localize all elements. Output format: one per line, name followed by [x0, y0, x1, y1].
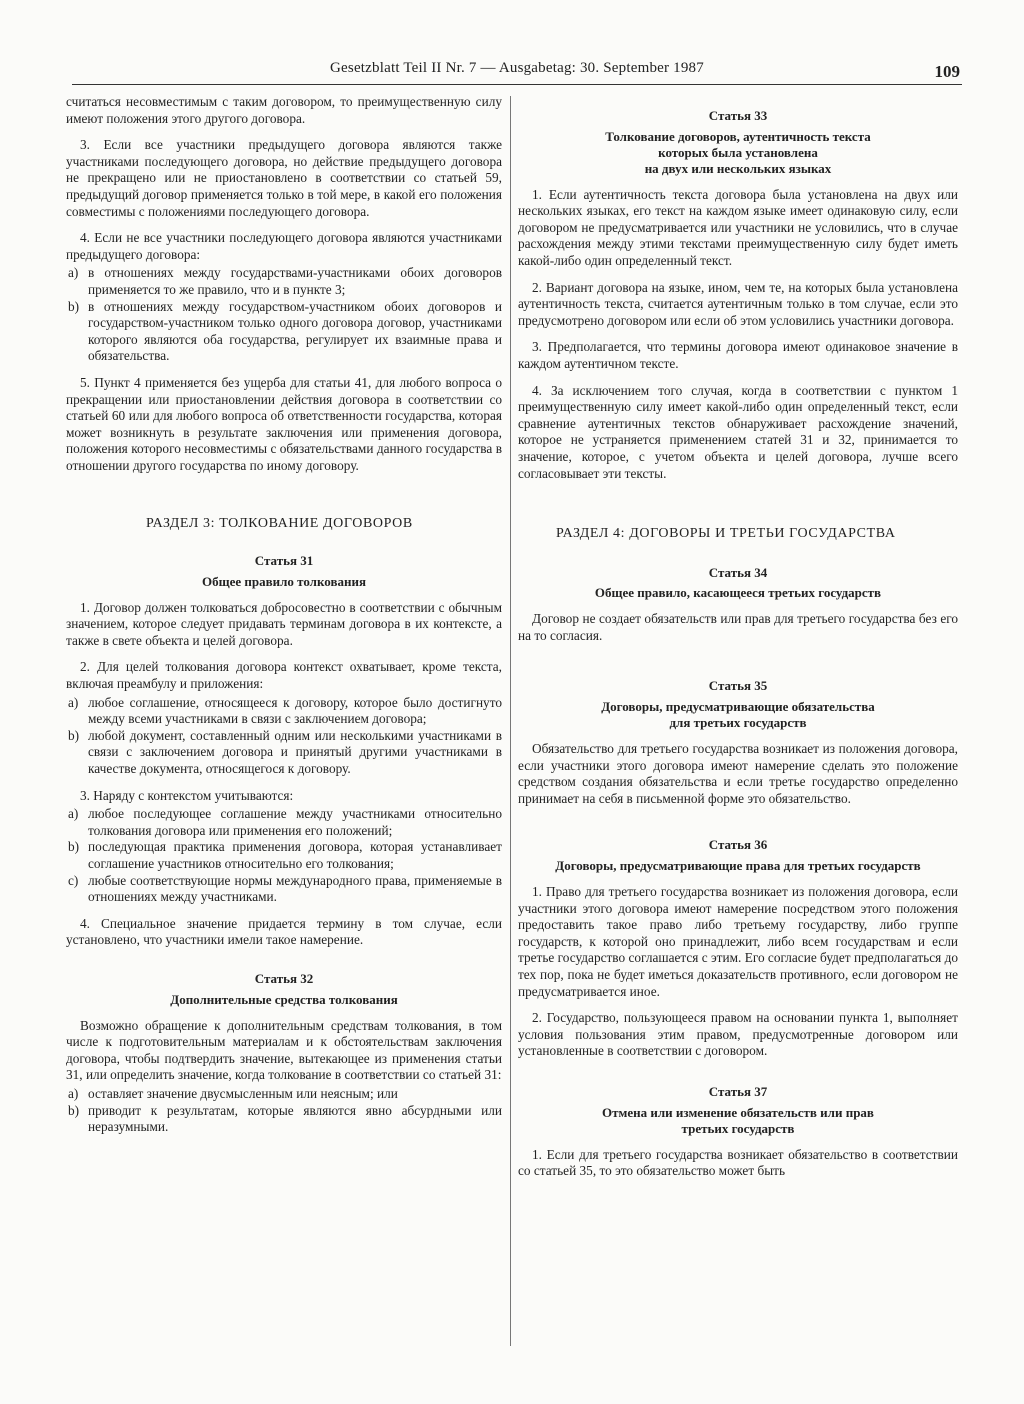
- list-item: [66, 806, 502, 839]
- list-text: оставляет значение двусмысленным или неясным; или: [88, 1085, 398, 1101]
- list-marker: b): [68, 839, 80, 855]
- list-item: [66, 873, 502, 906]
- section-heading: РАЗДЕЛ 3: ТОЛКОВАНИЕ ДОГОВОРОВ: [146, 516, 413, 532]
- list-item: [66, 839, 502, 872]
- list-marker: c): [68, 872, 79, 888]
- list-marker: a): [68, 265, 79, 281]
- paragraph: 2. Для целей толкования договора контекст охватывает, кроме текста, включая преамбулу и приложения:: [66, 659, 502, 692]
- article-number: Статья 35: [708, 678, 768, 694]
- article-title: Дополнительные средства толкования: [170, 991, 398, 1007]
- paragraph: 2. Государство, пользующееся правом на основании пункта 1, выполняет условия пользования этим правом, предусмотренные договором или установленные в соответствии с договором.: [518, 1010, 958, 1059]
- column-divider: [510, 96, 511, 1346]
- paragraph: 1. Договор должен толковаться добросовестно в соответствии с обычным значением, которое следует придавать терминам договора в их контексте, а также в свете объекта и целей договора.: [66, 599, 502, 648]
- paragraph: считаться несовместимым с таким договором, то преимущественную силу имеют положения этого другого договора.: [66, 94, 502, 126]
- paragraph: 1. Если для третьего государства возникает обязательство в соответствии со статьей 35, то это обязательство может быть: [518, 1146, 958, 1179]
- article-number: Статья 31: [254, 553, 314, 569]
- article-title-line: третьих государств: [681, 1120, 795, 1136]
- left-column: [66, 94, 502, 1136]
- list-marker: b): [68, 298, 80, 314]
- list-text: любой документ, составленный одним или несколькими участниками в связи с заключением договора и принятый другими участниками в качестве документа, относящегося к договору.: [88, 727, 502, 776]
- page-number: 109: [934, 62, 960, 81]
- article-title: Общее правило, касающееся третьих государств: [594, 585, 882, 601]
- article-number: Статья 32: [254, 970, 314, 986]
- right-column: [518, 94, 958, 1190]
- paragraph: 4. Если не все участники последующего договора являются участниками предыдущего договора:: [66, 230, 502, 262]
- gazette-title: Gesetzblatt Teil II Nr. 7 — Ausgabetag: 30. September 1987: [330, 60, 704, 76]
- article-title: [518, 129, 958, 177]
- list-marker: a): [68, 1085, 79, 1101]
- article-title-line: для третьих государств: [669, 715, 807, 731]
- article-number: Статья 36: [708, 837, 768, 853]
- article-title: [518, 1105, 958, 1137]
- paragraph: 3. Если все участники предыдущего договора являются также участниками последующего договора, но действие предыдущего договора не прекращено или не приостановлено в соответствии со статьей 59, предыдущий договор применяется только в той мере, в какой его положения совместимы с положениями последующего договора.: [66, 137, 502, 219]
- list-item: [66, 299, 502, 365]
- paragraph: 5. Пункт 4 применяется без ущерба для статьи 41, для любого вопроса о прекращении или приостановлении действия договора в соответствии со статьей 60 или для любого вопроса об ответственности государства, которая может возникнуть в результате заключения или применения договора, положения которого несовместимы с обязательствами данного государства в отношении другого государства по иному договору.: [66, 374, 502, 473]
- paragraph: 2. Вариант договора на языке, ином, чем те, на которых была установлена аутентичность текста, считается аутентичным только в том случае, если это предусмотрено договором или если об этом условились участники договора.: [518, 279, 958, 328]
- article-title: [518, 699, 958, 731]
- list-text: любые соответствующие нормы международного права, применяемые в отношениях между участниками.: [88, 872, 502, 905]
- list-marker: a): [68, 806, 79, 822]
- paragraph: 4. Специальное значение придается термину в том случае, если установлено, что участники имели такое намерение.: [66, 915, 502, 948]
- article-title: Договоры, предусматривающие права для третьих государств: [555, 858, 921, 874]
- list-text: в отношениях между государством-участником обоих договоров и государством-участником только одного договора договор, участниками которого являются оба государства, регулирует их взаимные права и обязательства.: [88, 298, 502, 364]
- section-heading: РАЗДЕЛ 4: ДОГОВОРЫ И ТРЕТЬИ ГОСУДАРСТВА: [556, 526, 896, 542]
- article-title-line: Толкование договоров, аутентичность текста: [605, 128, 871, 144]
- list-item: [66, 1103, 502, 1136]
- paragraph: Обязательство для третьего государства возникает из положения договора, если участники этого договора имеют намерение сделать это положение средством создания обязательства и если третье государство определенно принимает на себя в письменной форме это обязательство.: [518, 741, 958, 806]
- list-marker: b): [68, 1102, 80, 1118]
- list-text: последующая практика применения договора, которая устанавливает соглашение участников относительно его толкования;: [88, 839, 502, 871]
- list-text: приводит к результатам, которые являются явно абсурдными или неразумными.: [88, 1102, 502, 1135]
- article-title-line: которых была установлена: [658, 144, 818, 160]
- article-number: Статья 33: [708, 108, 768, 123]
- paragraph: 3. Предполагается, что термины договора имеют одинаковое значение в каждом аутентичном тексте.: [518, 339, 958, 371]
- page-header: [72, 60, 962, 85]
- article-title: Общее правило толкования: [201, 573, 367, 589]
- list-text: любое соглашение, относящееся к договору, которое было достигнуто между всеми участниками в связи с заключением договора;: [88, 694, 502, 727]
- list-item: [66, 728, 502, 778]
- list-item: [66, 1086, 502, 1103]
- list-marker: b): [68, 727, 80, 743]
- list-marker: a): [68, 694, 79, 710]
- article-number: Статья 34: [708, 564, 768, 580]
- list-item: [66, 695, 502, 728]
- paragraph: 1. Если аутентичность текста договора была установлена на двух или нескольких языках, его текст на каждом языке имеет одинаковую силу, если договором не предусматривается или участники не условились, что в случае расхождения между этими текстами преимущественную силу будет иметь какой-либо один определенный текст.: [518, 186, 958, 268]
- article-title-line: на двух или нескольких языках: [644, 160, 832, 176]
- article-title-line: Отмена или изменение обязательств или прав: [602, 1104, 874, 1120]
- paragraph: Возможно обращение к дополнительным средствам толкования, в том числе к подготовительным материалам и к обстоятельствам заключения договора, чтобы подтвердить значение, вытекающее из применения статьи 31, или определить значение, когда толкование в соответствии со статьей 31:: [66, 1017, 502, 1083]
- paragraph: 1. Право для третьего государства возникает из положения договора, если участники этого договора имеют намерение посредством этого положения предоставить такое право либо третьему государству, либо группе государств, к которой оно принадлежит, либо всем государствам и если третье государство соглашается с этим. Его согласие будет предполагаться до тех пор, пока не будет иметься доказательств противного, если договором не предусматривается иное.: [518, 884, 958, 999]
- list-item: [66, 265, 502, 298]
- paragraph: Договор не создает обязательств или прав для третьего государства без его на то согласия.: [518, 611, 958, 643]
- article-number: Статья 37: [708, 1083, 768, 1099]
- paragraph: 3. Наряду с контекстом учитываются:: [80, 787, 294, 803]
- article-title-line: Договоры, предусматривающие обязательства: [601, 699, 875, 715]
- list-text: в отношениях между государствами-участниками обоих договоров применяется то же правило, что и в пункте 3;: [88, 265, 502, 297]
- paragraph: 4. За исключением того случая, когда в соответствии с пунктом 1 преимущественную силу имеет какой-либо один определенный текст, если сравнение аутентичных текстов обнаруживает расхождение значений, которое не устраняется применением статей 31 и 32, принимается то значение, которое, с учетом объекта и целей договора, лучше всего согласовывает эти тексты.: [518, 382, 958, 481]
- list-text: любое последующее соглашение между участниками относительно толкования договора или применения его положений;: [88, 806, 502, 838]
